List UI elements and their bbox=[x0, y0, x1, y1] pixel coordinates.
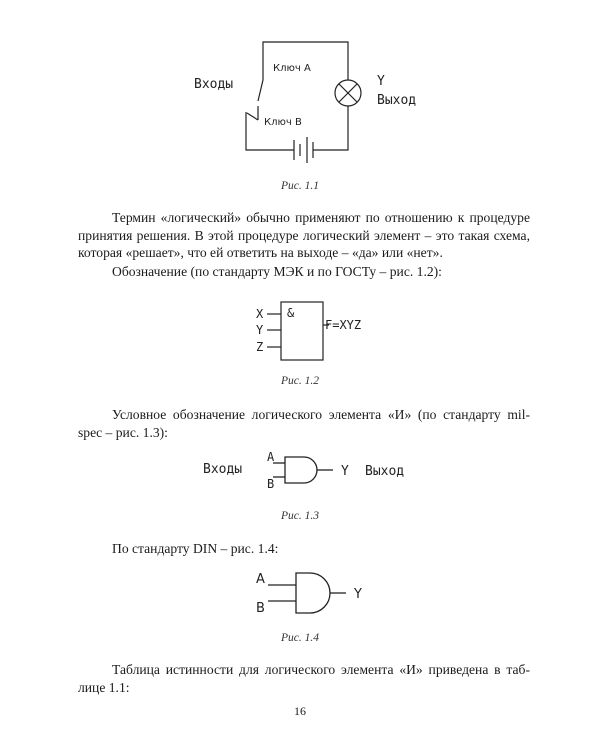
and-gate-body bbox=[296, 573, 330, 613]
paragraph-din bbox=[78, 540, 530, 558]
paragraph-line: Таблица истинности для логического элемента «И» приведена в таб- bbox=[112, 662, 530, 677]
paragraph-line: Обозначение (по стандарту МЭК и по ГОСТу – рис. 1.2): bbox=[112, 264, 442, 279]
fig1-output-label: Выход bbox=[377, 93, 417, 108]
fig4-output-y: Y bbox=[354, 587, 362, 602]
fig2-input-x: X bbox=[256, 307, 264, 321]
paragraph-line: принятия решения. В этой процедуре логический элемент – это такая схема, bbox=[78, 227, 530, 243]
paragraph-line: Условное обозначение логического элемента «И» (по стандарту mil- bbox=[112, 407, 530, 422]
switch-a-blade bbox=[258, 80, 263, 101]
fig3-input-b: B bbox=[267, 477, 275, 491]
figure-1-1-switch-circuit bbox=[180, 28, 440, 178]
paragraph-intro bbox=[78, 209, 530, 262]
fig3-output-label: Выход bbox=[365, 464, 405, 479]
fig4-input-b: B bbox=[256, 601, 265, 616]
fig1-inputs-label: Входы bbox=[194, 77, 234, 92]
fig4-input-a: A bbox=[256, 572, 265, 587]
paragraph-line: лице 1.1: bbox=[78, 679, 130, 695]
caption-fig-1-2: Рис. 1.2 bbox=[280, 375, 319, 387]
and-gate-body bbox=[285, 457, 317, 483]
page-number: 16 bbox=[294, 704, 306, 718]
paragraph-notation bbox=[78, 263, 530, 281]
paragraph-line: Термин «логический» обычно применяют по отношению к процедуре bbox=[112, 210, 530, 225]
caption-fig-1-1: Рис. 1.1 bbox=[280, 180, 319, 192]
paragraph-milspec bbox=[78, 406, 530, 441]
caption-fig-1-3: Рис. 1.3 bbox=[280, 510, 319, 522]
fig2-input-y: Y bbox=[256, 323, 264, 337]
paragraph-truth-table bbox=[78, 661, 530, 696]
fig1-output-y: Y bbox=[377, 74, 385, 89]
fig2-input-z: Z bbox=[256, 340, 264, 354]
fig3-inputs-label: Входы bbox=[203, 462, 243, 477]
switch-b-blade bbox=[247, 113, 258, 120]
wire-top bbox=[263, 42, 348, 80]
paragraph-line: По стандарту DIN – рис. 1.4: bbox=[112, 541, 279, 556]
fig1-switch-b-label: Ключ В bbox=[264, 117, 302, 128]
figure-1-2-iec-and-gate bbox=[245, 298, 385, 368]
figure-1-3-milspec-and-gate bbox=[195, 447, 420, 497]
fig2-output-label: F=XYZ bbox=[325, 318, 362, 332]
fig2-and-symbol: & bbox=[287, 306, 295, 320]
fig3-input-a: A bbox=[267, 450, 275, 464]
fig1-switch-a-label: Ключ А bbox=[273, 63, 311, 74]
paragraph-line: spec – рис. 1.3): bbox=[78, 424, 168, 440]
caption-fig-1-4: Рис. 1.4 bbox=[280, 632, 319, 644]
fig3-output-y: Y bbox=[341, 464, 349, 479]
wire-bottom bbox=[246, 136, 294, 150]
paragraph-line: которая «решает», что ей ответить на выходе – «да» или «нет». bbox=[78, 245, 443, 260]
figure-1-4-din-and-gate bbox=[248, 567, 378, 625]
